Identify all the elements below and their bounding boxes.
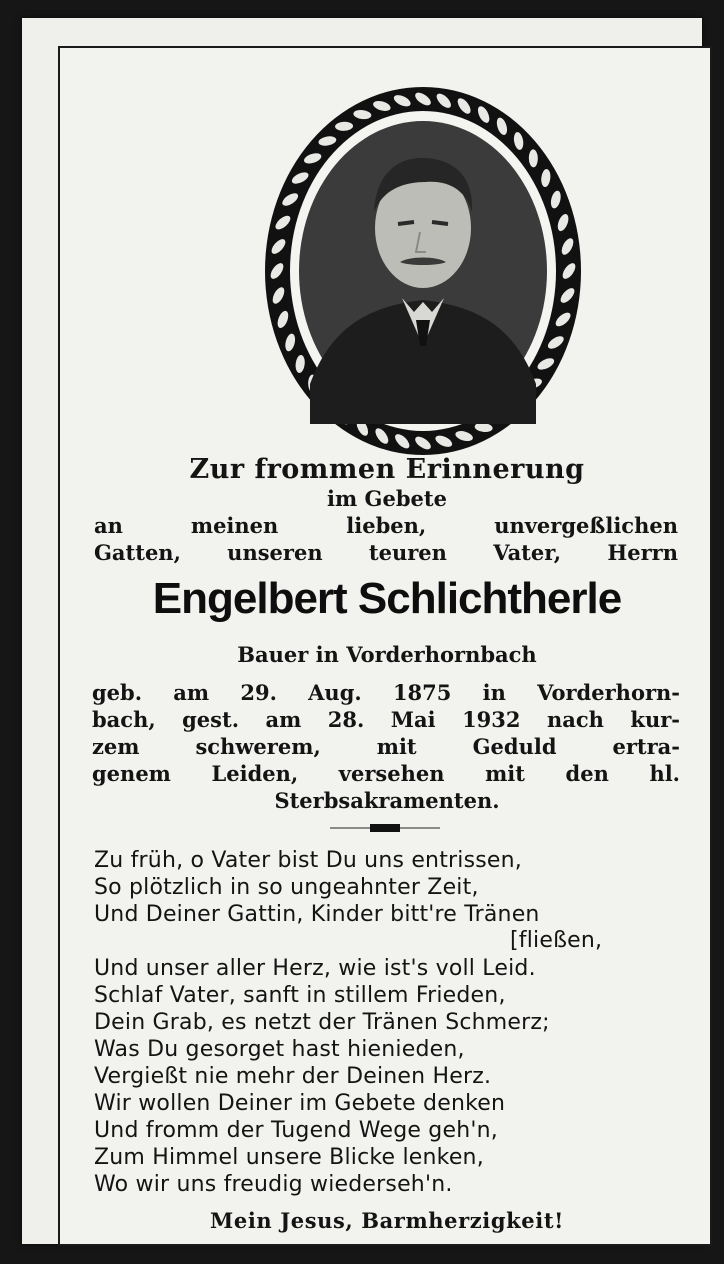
memorial-heading: Zur frommen Erinnerung xyxy=(189,454,585,485)
verse-line: Wir wollen Deiner im Gebete denken xyxy=(94,1091,506,1116)
verse-line: Vergießt nie mehr der Deinen Herz. xyxy=(94,1064,492,1089)
closing-prayer: Mein Jesus, Barmherzigkeit! xyxy=(210,1208,564,1233)
verse-line: So plötzlich in so ungeahnter Zeit, xyxy=(94,875,479,900)
dedication-line: Gatten, unseren teuren Vater, Herrn xyxy=(94,540,678,565)
verse-line: Zum Himmel unsere Blicke lenken, xyxy=(94,1145,484,1170)
verse-line: Wo wir uns freudig wiederseh'n. xyxy=(94,1172,453,1197)
occupation: Bauer in Vorderhornbach xyxy=(237,642,537,667)
ornament-divider xyxy=(330,824,440,832)
memorial-card xyxy=(22,18,702,1244)
deceased-name: Engelbert Schlichtherle xyxy=(152,574,622,623)
verse-line: [fließen, xyxy=(510,928,603,953)
memorial-subheading: im Gebete xyxy=(327,486,447,511)
card-frame xyxy=(58,46,712,1246)
verse-line: Was Du gesorget hast hienieden, xyxy=(94,1037,465,1062)
biography-line: zem schwerem, mit Geduld ertra- xyxy=(92,734,680,759)
dedication-line: an meinen lieben, unvergeßlichen xyxy=(94,513,678,538)
verse-line: Und Deiner Gattin, Kinder bitt're Tränen xyxy=(94,902,540,927)
biography-line: genem Leiden, versehen mit den hl. xyxy=(92,761,680,786)
verse-line: Zu früh, o Vater bist Du uns entrissen, xyxy=(94,848,522,873)
biography-line: bach, gest. am 28. Mai 1932 nach kur- xyxy=(92,707,680,732)
portrait-wreath xyxy=(262,84,584,458)
verse-line: Und unser aller Herz, wie ist's voll Leid. xyxy=(94,956,536,981)
verse-line: Dein Grab, es netzt der Tränen Schmerz; xyxy=(94,1010,550,1035)
verse-line: Und fromm der Tugend Wege geh'n, xyxy=(94,1118,498,1143)
biography-line: geb. am 29. Aug. 1875 in Vorderhorn- xyxy=(92,680,680,705)
verse-line: Schlaf Vater, sanft in stillem Frieden, xyxy=(94,983,506,1008)
biography-line: Sterbsakramenten. xyxy=(274,788,500,813)
